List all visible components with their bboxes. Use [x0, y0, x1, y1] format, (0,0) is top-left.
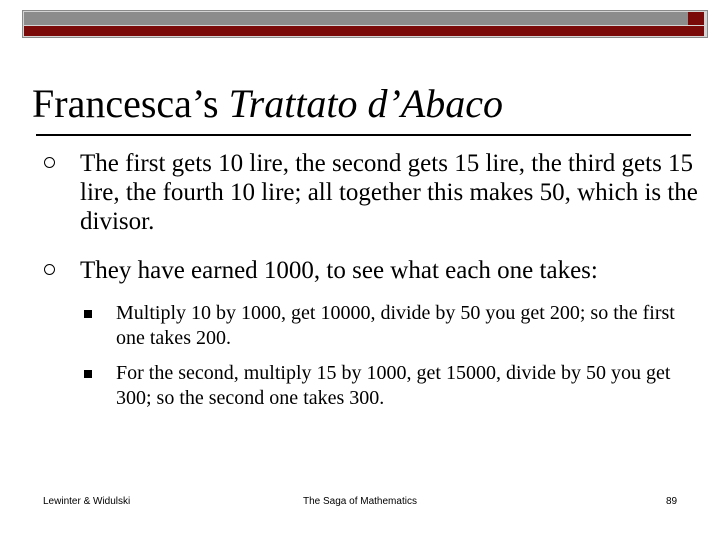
- footer-authors: Lewinter & Widulski: [43, 496, 131, 507]
- bullet-text: They have earned 1000, to see what each one takes:: [80, 257, 598, 284]
- top-decorative-bar: [22, 10, 708, 38]
- square-bullet-icon: [84, 310, 92, 318]
- bullet-text: The first gets 10 lire, the second gets 15 lire, the third gets 15 lire, the fourth 10 lire; all together this makes 50, which is the divisor.: [80, 150, 698, 235]
- footer-title: The Saga of Mathematics: [303, 496, 417, 507]
- sub-bullet-text: Multiply 10 by 1000, get 10000, divide by 50 you get 200; so the first one takes 200.: [116, 302, 675, 349]
- title-plain: Francesca’s: [32, 81, 229, 126]
- sub-bullet-text: For the second, multiply 15 by 1000, get 15000, divide by 50 you get 300; so the second one takes 300.: [116, 362, 671, 409]
- hollow-bullet-icon: [44, 264, 55, 275]
- bar-red-square: [688, 12, 704, 25]
- title-rule: [36, 134, 691, 136]
- bar-red-strip: [24, 26, 704, 36]
- hollow-bullet-icon: [44, 157, 55, 168]
- square-bullet-icon: [84, 370, 92, 378]
- bar-grey-strip: [24, 12, 688, 25]
- title-italic: Trattato d’Abaco: [228, 81, 504, 126]
- slide-title: [32, 80, 503, 128]
- page-number: 89: [666, 496, 678, 507]
